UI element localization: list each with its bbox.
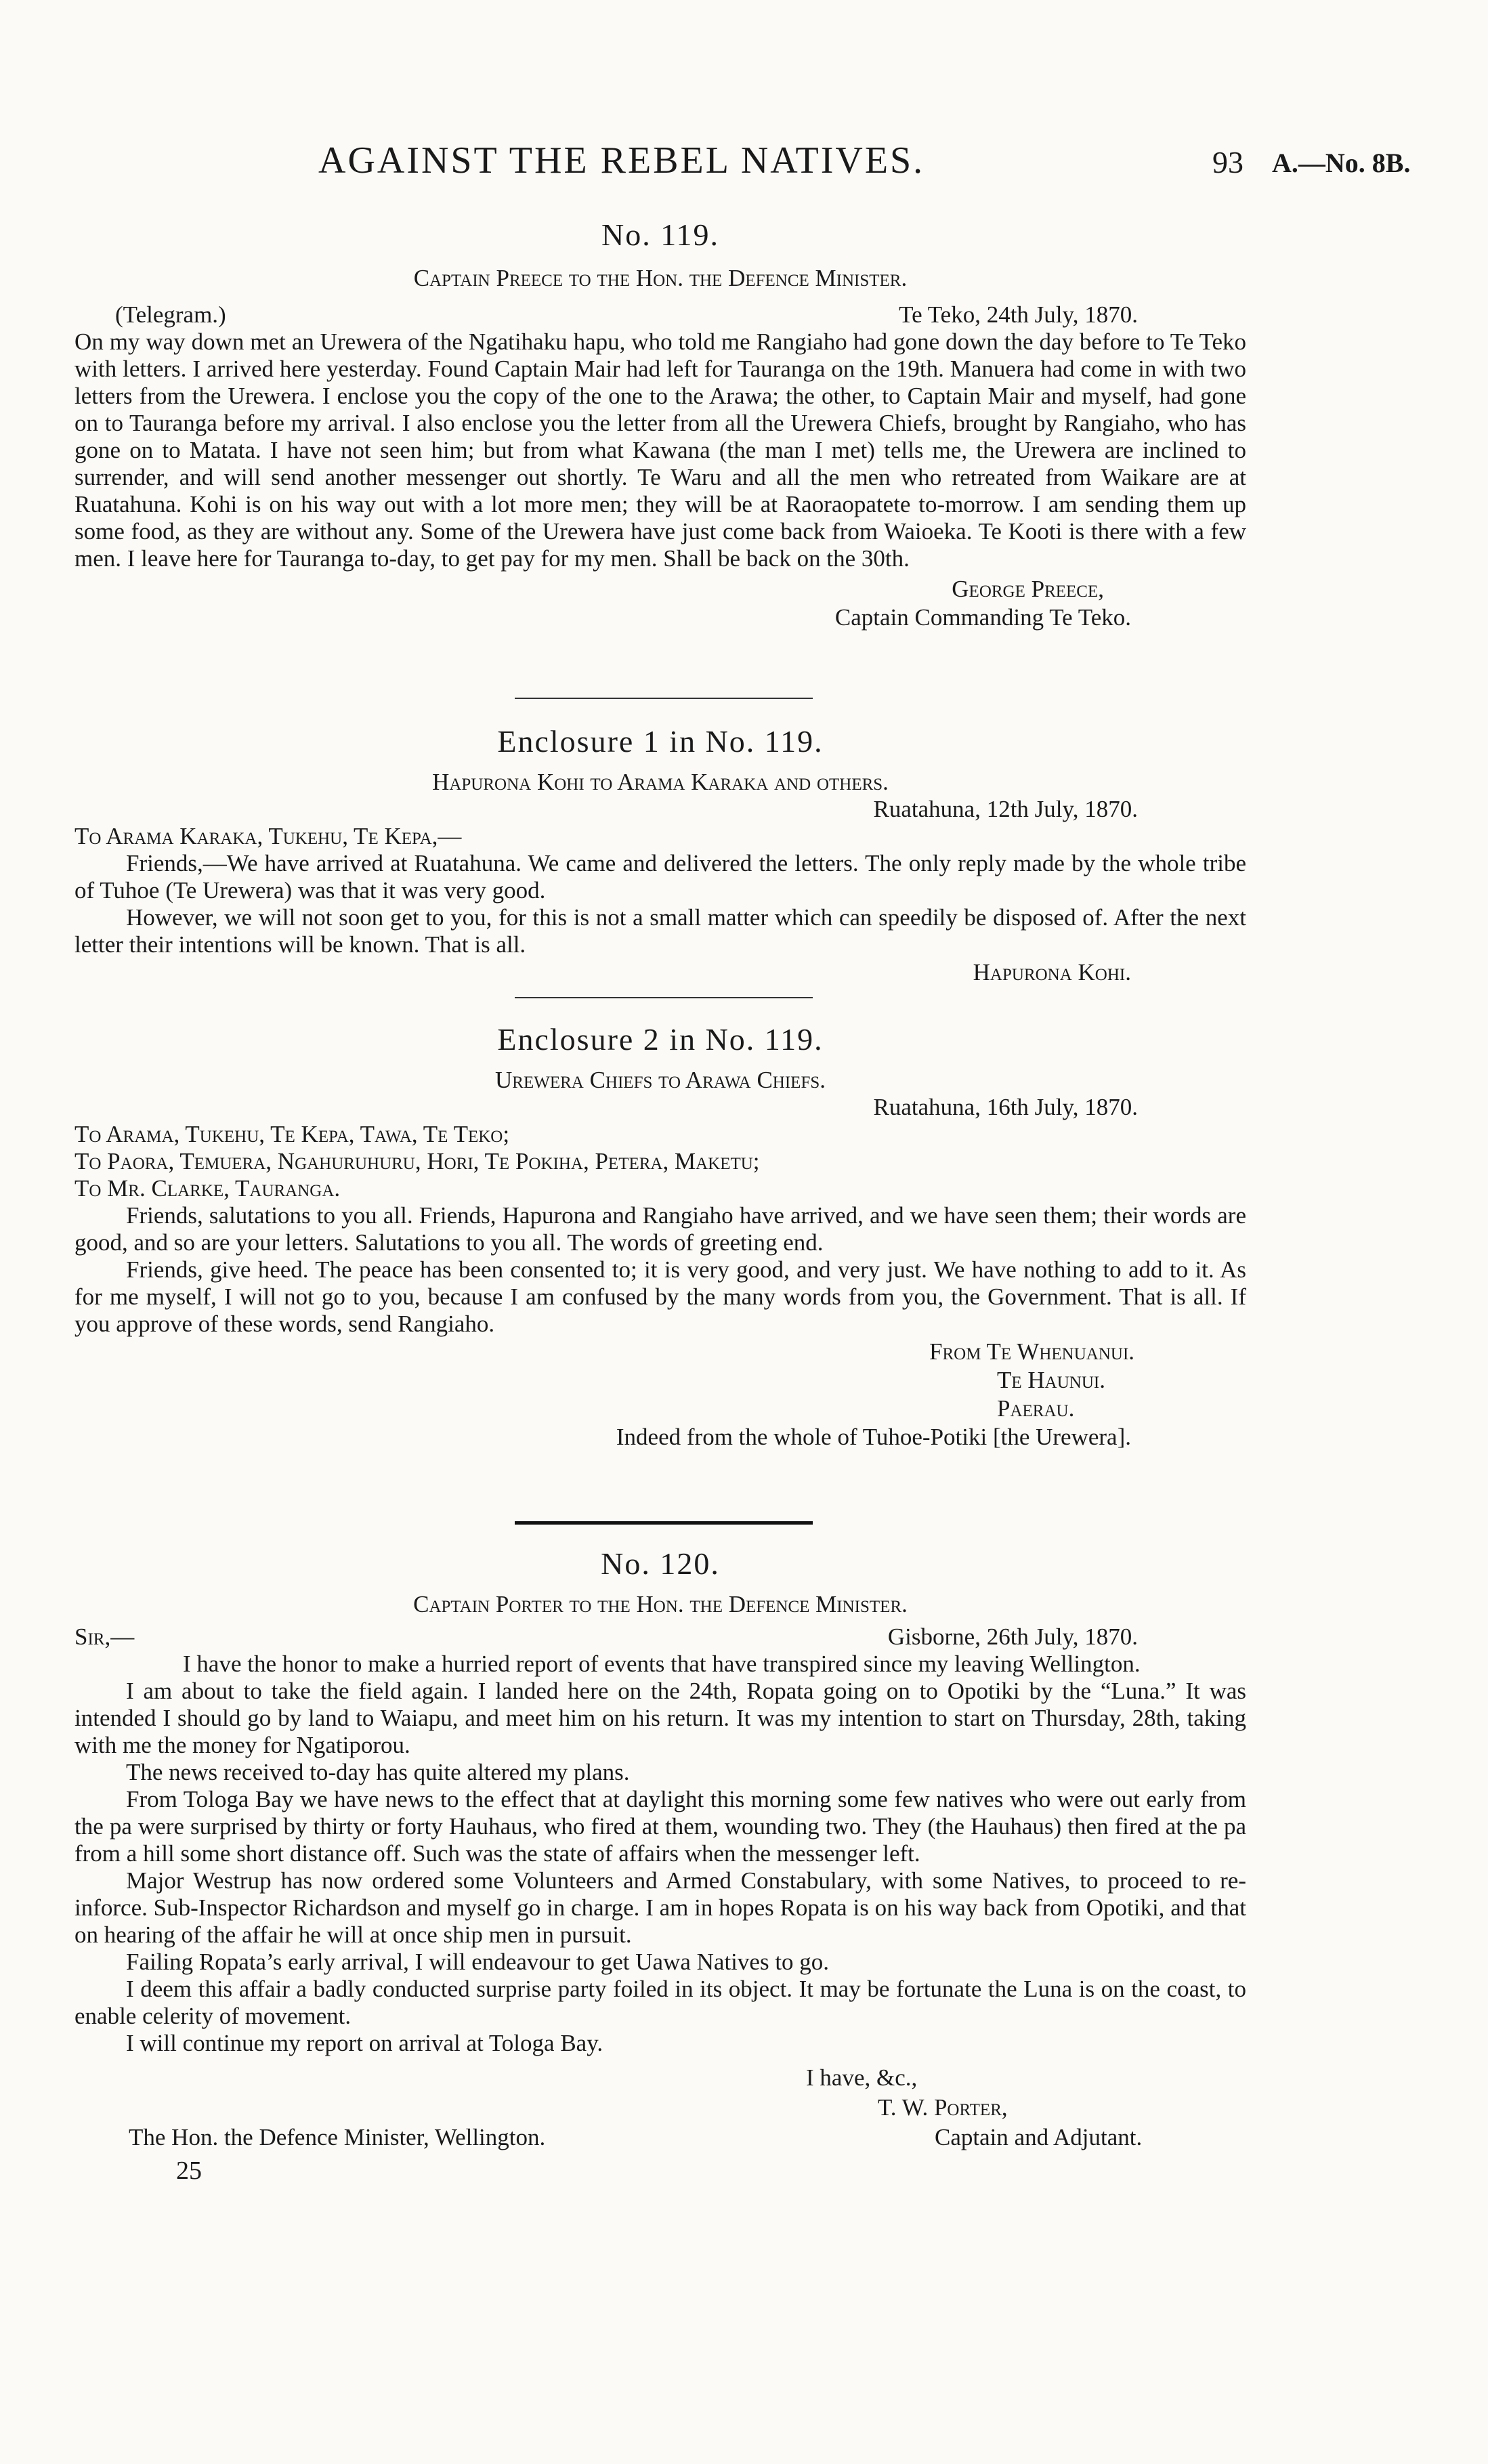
signature-block: [75, 2064, 1246, 2156]
section-heading: No. 119.: [601, 217, 719, 252]
signature-name: George Preece,: [952, 576, 1104, 602]
section-subtitle: Captain Preece to the Hon. the Defence Minister.: [413, 265, 908, 291]
signature-name: Paerau.: [997, 1395, 1075, 1422]
section-no-119: [75, 217, 1246, 632]
meta-row: [75, 796, 1246, 823]
signature-name: Hapurona Kohi.: [973, 959, 1131, 985]
signature-mark: 25: [176, 2157, 202, 2185]
section-subtitle: Captain Porter to the Hon. the Defence Minister.: [413, 1591, 908, 1617]
signature-title: Captain and Adjutant.: [935, 2124, 1143, 2150]
signature-block: [75, 575, 1246, 632]
place-date: Ruatahuna, 12th July, 1870.: [873, 796, 1138, 822]
signature-name: Te Haunui.: [997, 1367, 1105, 1393]
section-heading: Enclosure 1 in No. 119.: [497, 724, 824, 759]
recipient: The Hon. the Defence Minister, Wellington.: [129, 2124, 546, 2150]
section-enclosure-2: [75, 1021, 1246, 1451]
body-paragraph: I have the honor to make a hurried report of events that have transpired since my leaving Wellington.: [183, 1651, 1141, 1677]
salutation: Sir,—: [75, 1623, 135, 1650]
signature-name: T. W. Porter,: [878, 2094, 1008, 2121]
signature-title: Captain Commanding Te Teko.: [834, 604, 1131, 631]
body-paragraph: Friends,—We have arrived at Ruatahuna. We came and delivered the letters. The only reply made by the whole tribe of Tuhoe (Te Urewera) was that it was very good.: [75, 850, 1246, 904]
address-line: To Arama Karaka, Tukehu, Te Kepa,—: [75, 823, 462, 849]
body-paragraph: Failing Ropata’s early arrival, I will endeavour to get Uawa Natives to go.: [126, 1949, 830, 1975]
place-date: Te Teko, 24th July, 1870.: [899, 301, 1138, 328]
address-line: To Mr. Clarke, Tauranga.: [75, 1175, 341, 1202]
body-paragraph: I deem this affair a badly conducted surprise party foiled in its object. It may be fortunate the Luna is on the coast, to enable celerity of movement.: [75, 1976, 1246, 2029]
address-line: To Paora, Temuera, Ngahuruhuru, Hori, Te Pokiha, Petera, Maketu;: [75, 1148, 760, 1174]
document-type: (Telegram.): [115, 301, 226, 328]
running-head: [0, 139, 1488, 186]
section-heading: Enclosure 2 in No. 119.: [497, 1022, 824, 1057]
body-paragraph: Friends, salutations to you all. Friends, Hapurona and Rangiaho have arrived, and we have seen them; their words are good, and so are your letters. Salutations to you all. The words of greeting end.: [75, 1202, 1246, 1256]
body-paragraph: The news received to-day has quite altered my plans.: [126, 1759, 630, 1785]
page-number: 93: [1212, 145, 1243, 179]
signature-note: Indeed from the whole of Tuhoe-Potiki [the Urewera].: [616, 1424, 1131, 1450]
section-heading: No. 120.: [601, 1546, 720, 1581]
place-date: Gisborne, 26th July, 1870.: [887, 1623, 1138, 1650]
body-paragraph: Major Westrup has now ordered some Volunteers and Armed Constabulary, with some Natives, to proceed to re-inforce. Sub-Inspector Richardson and myself go in charge. I am in hopes Ropata is on his way back from Opotiki, and that on hearing of the affair he will at once ship men in pursuit.: [75, 1867, 1246, 1948]
section-divider: [515, 997, 813, 998]
meta-row: [75, 1623, 1246, 1651]
section-no-120: [75, 1546, 1246, 2186]
section-subtitle: Urewera Chiefs to Arawa Chiefs.: [495, 1067, 826, 1093]
meta-row: [75, 301, 1246, 328]
paper-reference: A.—No. 8B.: [1272, 148, 1411, 178]
section-enclosure-1: [75, 723, 1246, 987]
body-paragraph: From Tologa Bay we have news to the effect that at daylight this morning some few natives who were out early from the pa were surprised by thirty or forty Hauhaus, who fired at them, wounding two. They (the Hauhaus) then fired at the pa from a hill some short distance off. Such was the state of affairs when the messenger left.: [75, 1786, 1246, 1867]
body-paragraph: Friends, give heed. The peace has been consented to; it is very good, and very just. We have nothing to add to it. As for me myself, I will not go to you, because I am confused by the many words from you, the Government. That is all. If you approve of these words, send Rangiaho.: [75, 1256, 1246, 1337]
body-paragraph: On my way down met an Urewera of the Ngatihaku hapu, who told me Rangiaho had gone down the day before to Te Teko with letters. I arrived here yesterday. Found Captain Mair had left for Tauranga on the 19th. Manuera had come in with two letters from the Urewera. I enclose you the copy of the one to the Arawa; the other, to Captain Mair and myself, had gone on to Tauranga before my arrival. I also enclose you the letter from all the Urewera Chiefs, brought by Rangiaho, who has gone on to Matata. I have not seen him; but from what Kawana (the man I met) tells me, the Urewera are inclined to surrender, and will send another messenger out shortly. Te Waru and all the men who retreated from Waikare are at Ruatahuna. Kohi is on his way out with a lot more men; they will be at Raoraopatete to-morrow. I am sending them up some food, as they are without any. Some of the Urewera have just come back from Waioeka. Te Kooti is there with a few men. I leave here for Tauranga to-day, to get pay for my men. Shall be back on the 30th.: [75, 328, 1246, 572]
section-subtitle: Hapurona Kohi to Arama Karaka and others.: [432, 769, 889, 795]
page-title: AGAINST THE REBEL NATIVES.: [318, 140, 925, 182]
place-date: Ruatahuna, 16th July, 1870.: [873, 1094, 1138, 1120]
body-paragraph: I am about to take the field again. I landed here on the 24th, Ropata going on to Opotiki by the “Luna.” It was intended I should go by land to Waiapu, and meet him on his return. It was my intention to start on Thursday, 28th, taking with me the money for Ngatiporou.: [75, 1678, 1246, 1758]
signature-block: [75, 1338, 1246, 1423]
body-paragraph: I will continue my report on arrival at Tologa Bay.: [126, 2030, 603, 2056]
address-line: To Arama, Tukehu, Te Kepa, Tawa, Te Teko;: [75, 1121, 510, 1147]
body-paragraph: However, we will not soon get to you, for this is not a small matter which can speedily be disposed of. After the next letter their intentions will be known. That is all.: [75, 904, 1246, 958]
section-divider: [515, 698, 813, 699]
closing: I have, &c.,: [806, 2064, 918, 2091]
section-divider-thick: [515, 1521, 813, 1525]
signature-name: From Te Whenuanui.: [929, 1338, 1135, 1365]
meta-row: [75, 1094, 1246, 1121]
